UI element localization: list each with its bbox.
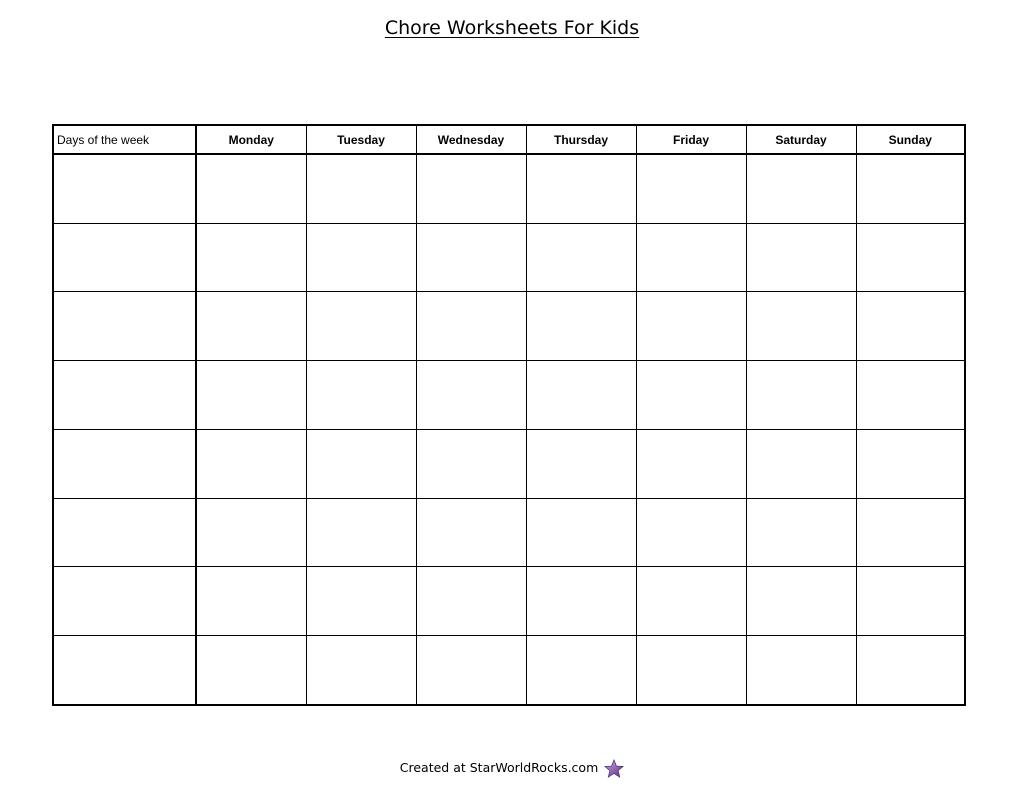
chore-name-cell[interactable] — [53, 567, 196, 636]
chore-check-cell[interactable] — [746, 429, 856, 498]
chore-check-cell[interactable] — [416, 361, 526, 430]
day-header-wednesday: Wednesday — [416, 125, 526, 154]
chore-check-cell[interactable] — [416, 636, 526, 705]
chore-check-cell[interactable] — [196, 292, 306, 361]
chore-check-cell[interactable] — [636, 429, 746, 498]
row-header-label: Days of the week — [53, 125, 196, 154]
chore-check-cell[interactable] — [746, 361, 856, 430]
chore-check-cell[interactable] — [416, 567, 526, 636]
chore-name-cell[interactable] — [53, 223, 196, 292]
chore-check-cell[interactable] — [526, 498, 636, 567]
chore-check-cell[interactable] — [856, 223, 965, 292]
table-row — [53, 429, 965, 498]
day-header-sunday: Sunday — [856, 125, 965, 154]
chore-name-cell[interactable] — [53, 154, 196, 223]
chore-check-cell[interactable] — [856, 567, 965, 636]
chore-check-cell[interactable] — [196, 567, 306, 636]
chore-check-cell[interactable] — [746, 567, 856, 636]
chore-check-cell[interactable] — [526, 154, 636, 223]
chore-check-cell[interactable] — [856, 636, 965, 705]
chore-name-cell[interactable] — [53, 292, 196, 361]
chore-check-cell[interactable] — [526, 429, 636, 498]
chore-check-cell[interactable] — [746, 223, 856, 292]
chore-check-cell[interactable] — [526, 636, 636, 705]
chore-check-cell[interactable] — [196, 223, 306, 292]
chore-check-cell[interactable] — [856, 292, 965, 361]
chore-check-cell[interactable] — [856, 429, 965, 498]
table-row — [53, 567, 965, 636]
chore-check-cell[interactable] — [196, 361, 306, 430]
header-row — [53, 125, 965, 154]
chore-check-cell[interactable] — [856, 498, 965, 567]
table-row — [53, 223, 965, 292]
chore-check-cell[interactable] — [636, 567, 746, 636]
page-title: Chore Worksheets For Kids — [384, 17, 640, 39]
chore-check-cell[interactable] — [746, 154, 856, 223]
chore-check-cell[interactable] — [746, 498, 856, 567]
chore-check-cell[interactable] — [636, 498, 746, 567]
chore-check-cell[interactable] — [306, 223, 416, 292]
star-shape — [605, 759, 623, 776]
table-row — [53, 636, 965, 705]
day-header-friday: Friday — [636, 125, 746, 154]
chore-check-cell[interactable] — [856, 361, 965, 430]
chore-check-cell[interactable] — [306, 567, 416, 636]
day-header-saturday: Saturday — [746, 125, 856, 154]
chore-check-cell[interactable] — [856, 154, 965, 223]
chore-check-cell[interactable] — [196, 636, 306, 705]
table-row — [53, 154, 965, 223]
chore-check-cell[interactable] — [306, 361, 416, 430]
chore-check-cell[interactable] — [416, 429, 526, 498]
chore-check-cell[interactable] — [526, 361, 636, 430]
chore-check-cell[interactable] — [196, 498, 306, 567]
chore-check-cell[interactable] — [636, 292, 746, 361]
chore-check-cell[interactable] — [416, 292, 526, 361]
chore-name-cell[interactable] — [53, 429, 196, 498]
chore-check-cell[interactable] — [306, 292, 416, 361]
chore-check-cell[interactable] — [196, 429, 306, 498]
star-icon — [604, 759, 624, 778]
footer — [0, 756, 1024, 780]
chore-check-cell[interactable] — [416, 223, 526, 292]
chore-check-cell[interactable] — [416, 154, 526, 223]
chore-check-cell[interactable] — [746, 636, 856, 705]
chore-name-cell[interactable] — [53, 361, 196, 430]
day-header-monday: Monday — [196, 125, 306, 154]
chore-check-cell[interactable] — [636, 154, 746, 223]
chore-check-cell[interactable] — [306, 429, 416, 498]
chore-chart-table — [52, 124, 966, 706]
chore-check-cell[interactable] — [416, 498, 526, 567]
day-header-tuesday: Tuesday — [306, 125, 416, 154]
chore-check-cell[interactable] — [746, 292, 856, 361]
day-header-thursday: Thursday — [526, 125, 636, 154]
chore-check-cell[interactable] — [306, 498, 416, 567]
chore-check-cell[interactable] — [306, 154, 416, 223]
chore-name-cell[interactable] — [53, 636, 196, 705]
chore-name-cell[interactable] — [53, 498, 196, 567]
chore-check-cell[interactable] — [306, 636, 416, 705]
chore-check-cell[interactable] — [636, 223, 746, 292]
chore-check-cell[interactable] — [636, 636, 746, 705]
chore-check-cell[interactable] — [526, 223, 636, 292]
chore-check-cell[interactable] — [196, 154, 306, 223]
chore-check-cell[interactable] — [526, 292, 636, 361]
chore-check-cell[interactable] — [526, 567, 636, 636]
table-row — [53, 498, 965, 567]
table-row — [53, 292, 965, 361]
chore-check-cell[interactable] — [636, 361, 746, 430]
footer-credit: Created at StarWorldRocks.com — [399, 760, 599, 775]
table-row — [53, 361, 965, 430]
